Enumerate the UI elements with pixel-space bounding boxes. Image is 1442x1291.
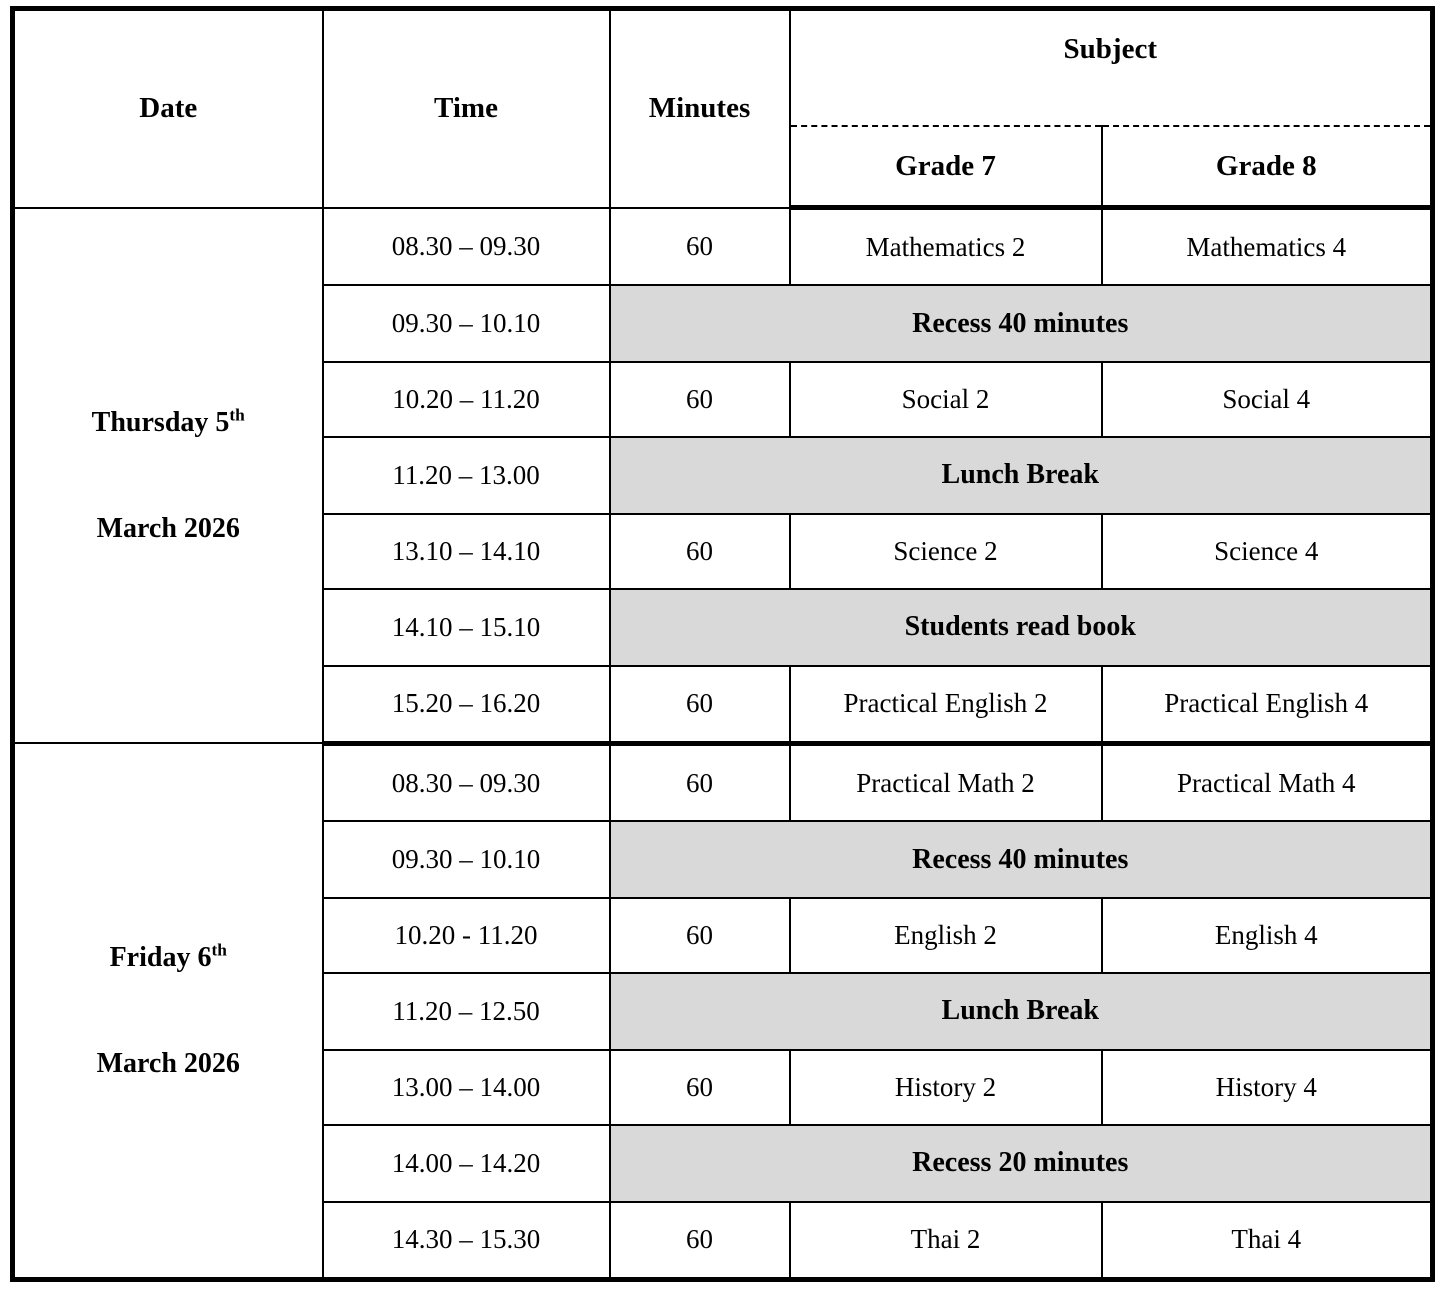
column-header-grade-8: Grade 8 xyxy=(1102,126,1433,208)
column-header-minutes: Minutes xyxy=(610,9,790,208)
subject-cell-grade-7: History 2 xyxy=(790,1050,1102,1125)
break-cell: Lunch Break xyxy=(610,437,1433,514)
table-row xyxy=(13,208,1433,286)
date-cell xyxy=(13,208,323,744)
subject-cell-grade-8: Practical English 4 xyxy=(1102,666,1433,744)
table-row xyxy=(13,743,1433,821)
minutes-cell: 60 xyxy=(610,1202,790,1280)
time-cell: 09.30 – 10.10 xyxy=(323,285,610,362)
time-cell: 15.20 – 16.20 xyxy=(323,666,610,744)
date-month-year: March 2026 xyxy=(96,1048,240,1080)
subject-cell-grade-8: Thai 4 xyxy=(1102,1202,1433,1280)
time-cell: 11.20 – 13.00 xyxy=(323,437,610,514)
subject-cell-grade-7: Practical English 2 xyxy=(790,666,1102,744)
subject-cell-grade-8: History 4 xyxy=(1102,1050,1433,1125)
column-header-subject: Subject xyxy=(790,9,1433,127)
minutes-cell: 60 xyxy=(610,666,790,744)
minutes-cell: 60 xyxy=(610,1050,790,1125)
subject-cell-grade-8: Science 4 xyxy=(1102,514,1433,589)
date-weekday: Thursday 5 xyxy=(91,406,230,438)
break-cell: Recess 20 minutes xyxy=(610,1125,1433,1202)
date-weekday: Friday 6 xyxy=(109,941,212,973)
exam-timetable xyxy=(10,6,1435,1282)
table-body xyxy=(13,208,1433,1280)
time-cell: 10.20 – 11.20 xyxy=(323,362,610,437)
date-ordinal-suffix: th xyxy=(211,940,227,960)
break-cell: Lunch Break xyxy=(610,973,1433,1050)
date-month-year: March 2026 xyxy=(96,513,240,545)
break-cell: Students read book xyxy=(610,589,1433,666)
time-cell: 14.00 – 14.20 xyxy=(323,1125,610,1202)
column-header-date: Date xyxy=(13,9,323,208)
subject-cell-grade-7: Practical Math 2 xyxy=(790,743,1102,821)
time-cell: 13.10 – 14.10 xyxy=(323,514,610,589)
minutes-cell: 60 xyxy=(610,362,790,437)
subject-cell-grade-7: Science 2 xyxy=(790,514,1102,589)
date-ordinal-suffix: th xyxy=(229,405,245,425)
column-header-grade-7: Grade 7 xyxy=(790,126,1102,208)
minutes-cell: 60 xyxy=(610,743,790,821)
break-cell: Recess 40 minutes xyxy=(610,821,1433,898)
subject-cell-grade-7: Mathematics 2 xyxy=(790,208,1102,286)
subject-cell-grade-8: Mathematics 4 xyxy=(1102,208,1433,286)
time-cell: 09.30 – 10.10 xyxy=(323,821,610,898)
minutes-cell: 60 xyxy=(610,514,790,589)
time-cell: 08.30 – 09.30 xyxy=(323,743,610,821)
time-cell: 14.30 – 15.30 xyxy=(323,1202,610,1280)
table-header xyxy=(13,9,1433,208)
minutes-cell: 60 xyxy=(610,208,790,286)
time-cell: 14.10 – 15.10 xyxy=(323,589,610,666)
subject-cell-grade-7: Social 2 xyxy=(790,362,1102,437)
time-cell: 13.00 – 14.00 xyxy=(323,1050,610,1125)
subject-cell-grade-8: Practical Math 4 xyxy=(1102,743,1433,821)
minutes-cell: 60 xyxy=(610,898,790,973)
subject-cell-grade-7: English 2 xyxy=(790,898,1102,973)
time-cell: 10.20 - 11.20 xyxy=(323,898,610,973)
date-cell xyxy=(13,743,323,1279)
subject-cell-grade-8: Social 4 xyxy=(1102,362,1433,437)
break-cell: Recess 40 minutes xyxy=(610,285,1433,362)
time-cell: 11.20 – 12.50 xyxy=(323,973,610,1050)
column-header-time: Time xyxy=(323,9,610,208)
subject-cell-grade-8: English 4 xyxy=(1102,898,1433,973)
header-row-top xyxy=(13,9,1433,127)
time-cell: 08.30 – 09.30 xyxy=(323,208,610,286)
subject-cell-grade-7: Thai 2 xyxy=(790,1202,1102,1280)
